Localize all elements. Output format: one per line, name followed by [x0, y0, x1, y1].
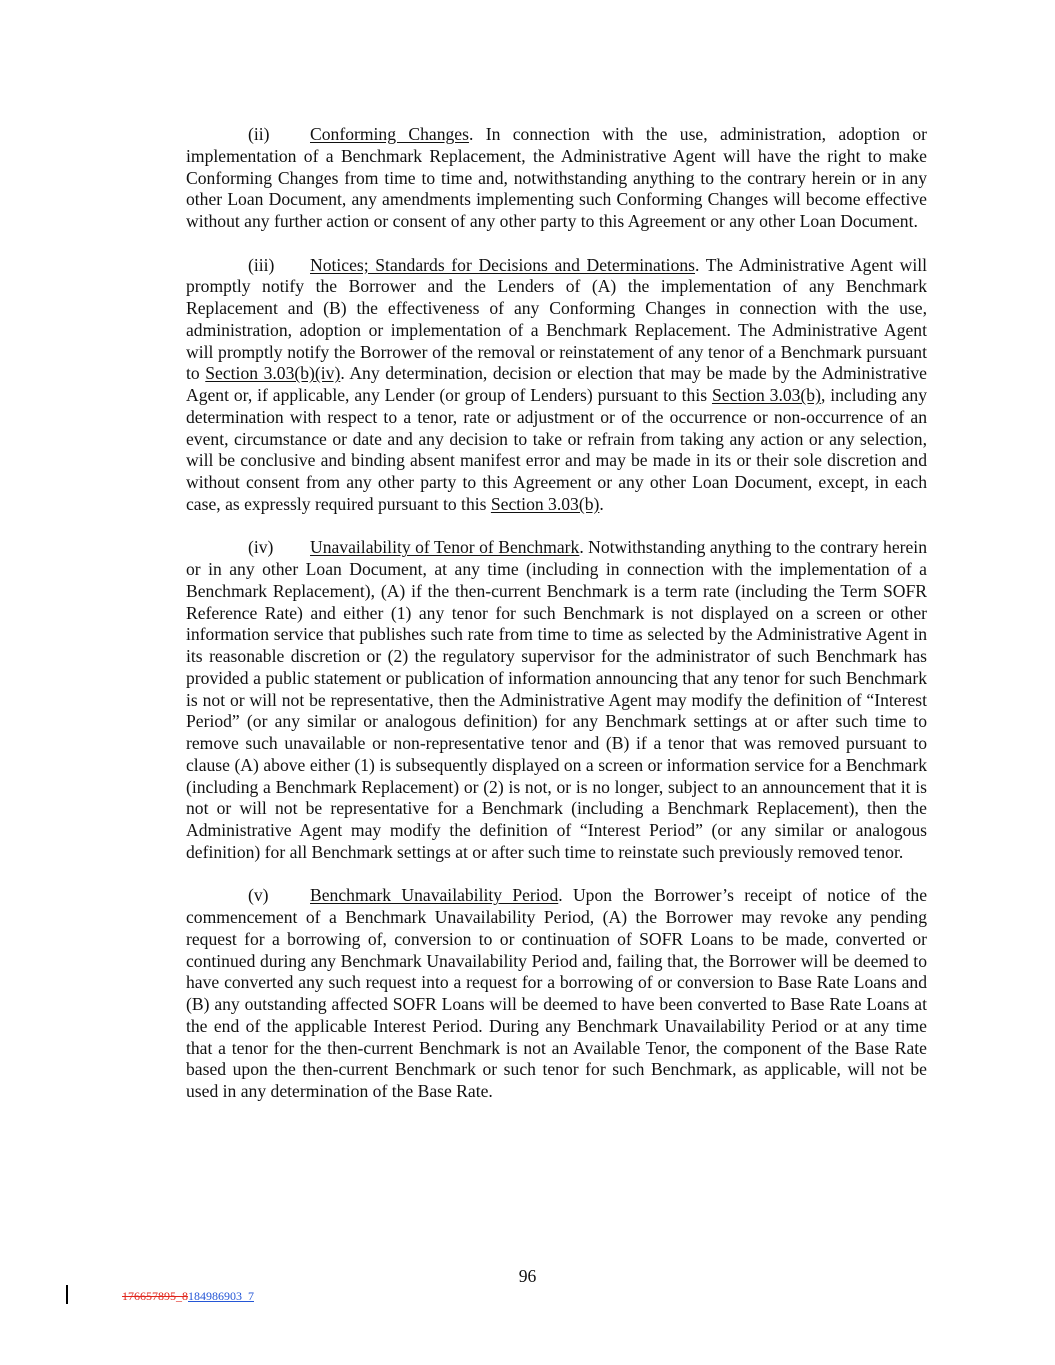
paragraph-benchmark-unavailability-period	[186, 885, 927, 1103]
clause-number: (ii)	[248, 124, 270, 144]
clause-heading: Conforming Changes	[310, 124, 469, 144]
section-reference: Section 3.03(b)	[711, 385, 821, 405]
paragraph-notices	[186, 255, 927, 516]
clause-text: .	[599, 493, 604, 514]
document-body	[186, 124, 927, 1125]
clause-text: , including any determination with respect to a tenor, rate or adjustment or of the occurrence or non-occurrence of an event, circumstance or date and any decision to take or refrain from taking any action or any selection, will be conclusive and binding absent manifest error and may be made in its or their sole discretion and without consent from any other party to this Agreement or any other Loan Document, except, in each case, as expressly required pursuant to this	[186, 385, 927, 514]
clause-number: (iv)	[248, 537, 274, 558]
clause-text: . Upon the Borrower’s receipt of notice of the commencement of a Benchmark Unavailability Period, (A) the Borrower may revoke any pending request for a borrowing of, conversion to or continuation of SOFR Loans to be made, converted or continued during any Benchmark Unavailability Period and, failing that, the Borrower will be deemed to have converted any such request into a request for a borrowing of or conversion to Base Rate Loans and (B) any outstanding affected SOFR Loans will be deemed to have been converted to Base Rate Loans at the end of the applicable Interest Period. During any Benchmark Unavailability Period or at any time that a tenor for the then-current Benchmark is not an Available Tenor, the component of the Base Rate based upon the then-current Benchmark or such tenor for such Benchmark, as applicable, will not be used in any determination of the Base Rate.	[186, 885, 928, 1101]
section-reference: Section 3.03(b)(iv)	[205, 363, 341, 384]
document-id-footer	[122, 1289, 254, 1304]
deleted-doc-id: 176657895_8	[122, 1289, 188, 1303]
clause-text: . Any determination, decision or election that may be made by the Administrative Agent or, if applicable, any Lender (or group of Lenders) pursuant to this	[186, 363, 927, 405]
clause-text: . Notwithstanding anything to the contrary herein or in any other Loan Document, at any time (including in connection with the implementation of a Benchmark Replacement), (A) if the then-current Benchmark is a term rate (including the Term SOFR Reference Rate) and either (1) any tenor for such Benchmark is not displayed on a screen or other information service that publishes such rate from time to time as selected by the Administrative Agent in its reasonable discretion or (2) the regulatory supervisor for the administrator of such Benchmark has provided a public statement or publication of information announcing that any tenor for such Benchmark is not or will not be representative, then the Administrative Agent may modify the definition of “Interest Period” (or any similar or analogous definition) for any Benchmark settings at or after such time to remove such unavailable or non-representative tenor and (B) if a tenor that was removed pursuant to clause (A) above either (1) is subsequently displayed on a screen or information service for a Benchmark (including a Benchmark Replacement) or (2) is not, or is no longer, subject to an announcement that it is not or will not be representative for a Benchmark (including a Benchmark Replacement), then the Administrative Agent may modify the definition of “Interest Period” (or any similar or analogous definition) for all Benchmark settings at or after such time to reinstate such previously removed tenor.	[186, 537, 927, 862]
change-bar	[66, 1285, 68, 1304]
clause-heading: Unavailability of Tenor of Benchmark	[310, 537, 580, 558]
page-number: 96	[518, 1266, 537, 1286]
paragraph-unavailability-of-tenor	[186, 537, 927, 863]
clause-number: (v)	[248, 885, 269, 906]
clause-text: . In connection with the use, administration, adoption or implementation of a Benchmark Replacement, the Administrative Agent will have the right to make Conforming Changes from time to time and, notwithstanding anything to the contrary herein or in any other Loan Document, any amendments implementing such Conforming Changes will become effective without any further action or consent of any other party to this Agreement or any other Loan Document.	[186, 124, 927, 231]
section-reference: Section 3.03(b)	[490, 493, 600, 514]
clause-text: . The Administrative Agent will promptly notify the Borrower and the Lenders of (A) the implementation of any Benchmark Replacement and (B) the effectiveness of any Conforming Changes in connection with the use, administration, adoption or implementation of a Benchmark Replacement. The Administrative Agent will promptly notify the Borrower of the removal or reinstatement of any tenor of a Benchmark pursuant to	[186, 254, 927, 384]
inserted-doc-id: 184986903_7	[188, 1289, 254, 1303]
clause-heading: Notices; Standards for Decisions and Determinations	[310, 254, 696, 275]
clause-number: (iii)	[248, 254, 275, 275]
clause-heading: Benchmark Unavailability Period	[310, 885, 559, 906]
paragraph-conforming-changes	[186, 124, 927, 233]
